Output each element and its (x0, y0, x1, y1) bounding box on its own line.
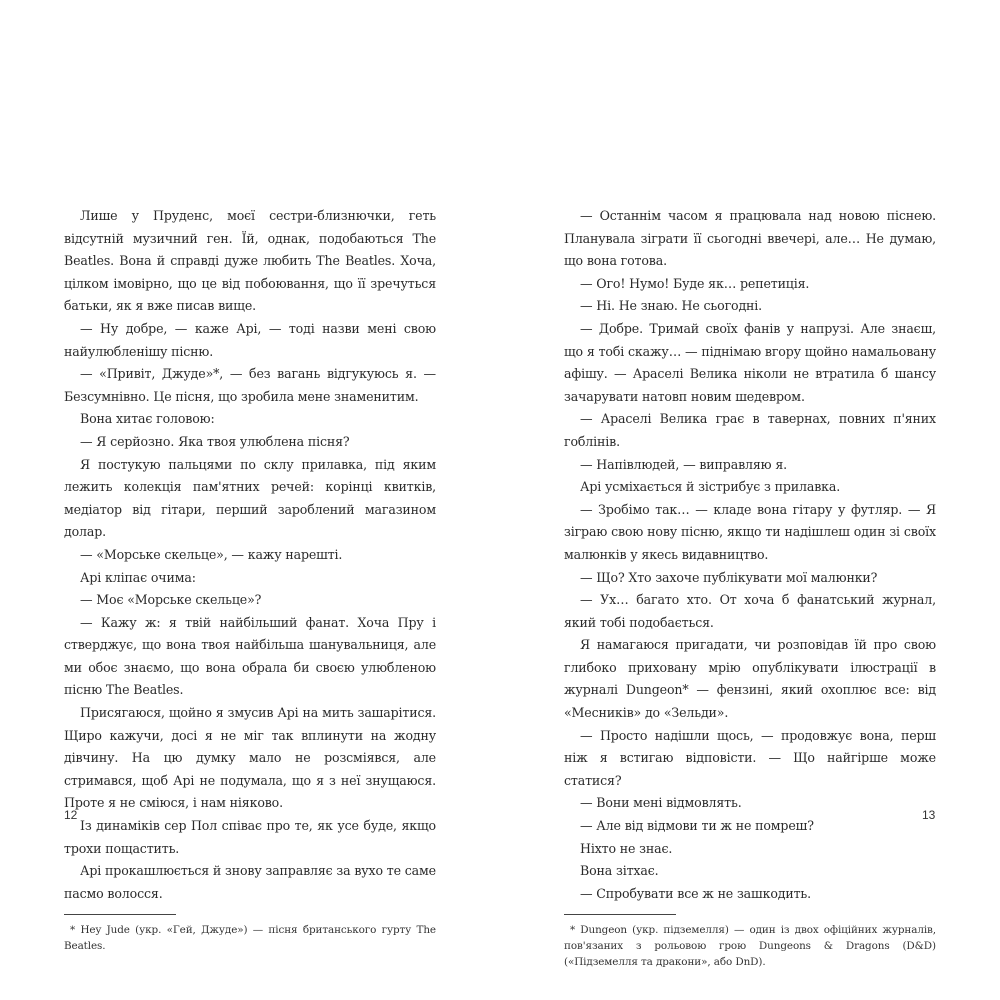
paragraph: Ніхто не знає. (580, 840, 673, 856)
footnote-rule (64, 914, 176, 915)
right-page (564, 205, 936, 970)
paragraph: Арі прокашлюється й знову заправляє за вухо те саме пасмо волосся. (64, 863, 436, 901)
paragraph: — Вони мені відмовлять. (580, 795, 742, 811)
paragraph: — Що? Хто захоче публікувати мої малюнки? (580, 569, 878, 585)
paragraph: — Просто надішли щось, — продовжує вона, перш ніж я встигаю відповісти. — Що найгірше може статися? (564, 727, 936, 788)
paragraph: — «Привіт, Джуде»*, — без вагань відгукуюсь я. — Безсумнівно. Це пісня, що зробила мене знаменитим. (64, 366, 436, 404)
paragraph: — Зробімо так… — кладе вона гітару у футляр. — Я зіграю свою нову пісню, якщо ти надішлеш один зі своїх малюнків у якесь видавництво. (564, 501, 936, 562)
paragraph: Я намагаюся пригадати, чи розповідав їй про свою глибоко приховану мрію опублікувати ілюстрації в журналі Dungeon* — фензині, який охоплює все: від «Месників» до «Зельди». (564, 637, 936, 721)
paragraph: — Араселі Велика грає в тавернах, повних п'яних гоблінів. (564, 411, 936, 449)
paragraph: — Останнім часом я працювала над новою піснею. Планувала зіграти її сьогодні ввечері, але… Не думаю, що вона готова. (564, 208, 936, 269)
footnote-rule (564, 914, 676, 915)
paragraph: Присягаюся, щойно я змусив Арі на мить зашарітися. Щиро кажучи, досі я не міг так вплинути на жодну дівчину. На цю думку мало не розсміявся, але стримався, щоб Арі не подумала, що я з неї знущаюся. Проте я не сміюся, і нам ніяково. (64, 705, 436, 811)
paragraph: — Ух… багато хто. От хоча б фанатський журнал, який тобі подобається. (564, 592, 936, 630)
left-page (64, 205, 436, 954)
paragraph: Вона хитає головою: (80, 411, 215, 427)
paragraph: — Кажу ж: я твій найбільший фанат. Хоча Пру і стверджує, що вона твоя найбільша шанувальниця, але ми обоє знаємо, що вона обрала би своєю улюбленою пісню The Beatles. (64, 614, 436, 698)
paragraph: Арі кліпає очима: (80, 569, 196, 585)
paragraph: — Ні. Не знаю. Не сьогодні. (580, 298, 763, 314)
paragraph: — Я серйозно. Яка твоя улюблена пісня? (80, 433, 350, 449)
paragraph: Із динаміків сер Пол співає про те, як усе буде, якщо трохи пощастить. (64, 818, 436, 856)
paragraph: — Напівлюдей, — виправляю я. (580, 456, 787, 472)
footnote: * Hey Jude (укр. «Гей, Джуде») — пісня британського гурту The Beatles. (64, 924, 436, 953)
page-number-left: 12 (64, 808, 78, 822)
paragraph: — Спробувати все ж не зашкодить. (580, 885, 811, 901)
paragraph: Арі усміхається й зістрибує з прилавка. (580, 479, 841, 495)
paragraph: Лише у Пруденс, моєї сестри-близнючки, геть відсутній музичний ген. Їй, однак, подобаються The Beatles. Вона й справді дуже любить The Beatles. Хоча, цілком імовірно, що це від побоювання, що її зречуться батьки, як я вже писав вище. (64, 208, 436, 314)
paragraph: Вона зітхає. (580, 863, 659, 879)
footnote: * Dungeon (укр. підземелля) — один із двох офіційних журналів, пов'язаних з рольовою грою Dungeons & Dragons (D&D) («Підземелля та дракони», або DnD). (564, 924, 936, 969)
paragraph: — Добре. Тримай своїх фанів у напрузі. Але знаєш, що я тобі скажу… — піднімаю вгору щойно намальовану афішу. — Араселі Велика ніколи не втратила б шансу зачарувати натовп новим шедевром. (564, 320, 936, 404)
left-page-body (64, 205, 436, 905)
right-page-body (564, 205, 936, 905)
paragraph: — Але від відмови ти ж не помреш? (580, 818, 814, 834)
paragraph: — Моє «Морське скельце»? (80, 592, 262, 608)
page-number-right: 13 (922, 808, 936, 822)
paragraph: — «Морське скельце», — кажу нарешті. (80, 546, 343, 562)
paragraph: — Ого! Нумо! Буде як… репетиція. (580, 275, 810, 291)
paragraph: Я постукую пальцями по склу прилавка, під яким лежить колекція пам'ятних речей: корінці квитків, медіатор від гітари, перший зароблений магазином долар. (64, 456, 436, 540)
paragraph: — Ну добре, — каже Арі, — тоді назви мені свою найулюбленішу пісню. (64, 320, 436, 359)
